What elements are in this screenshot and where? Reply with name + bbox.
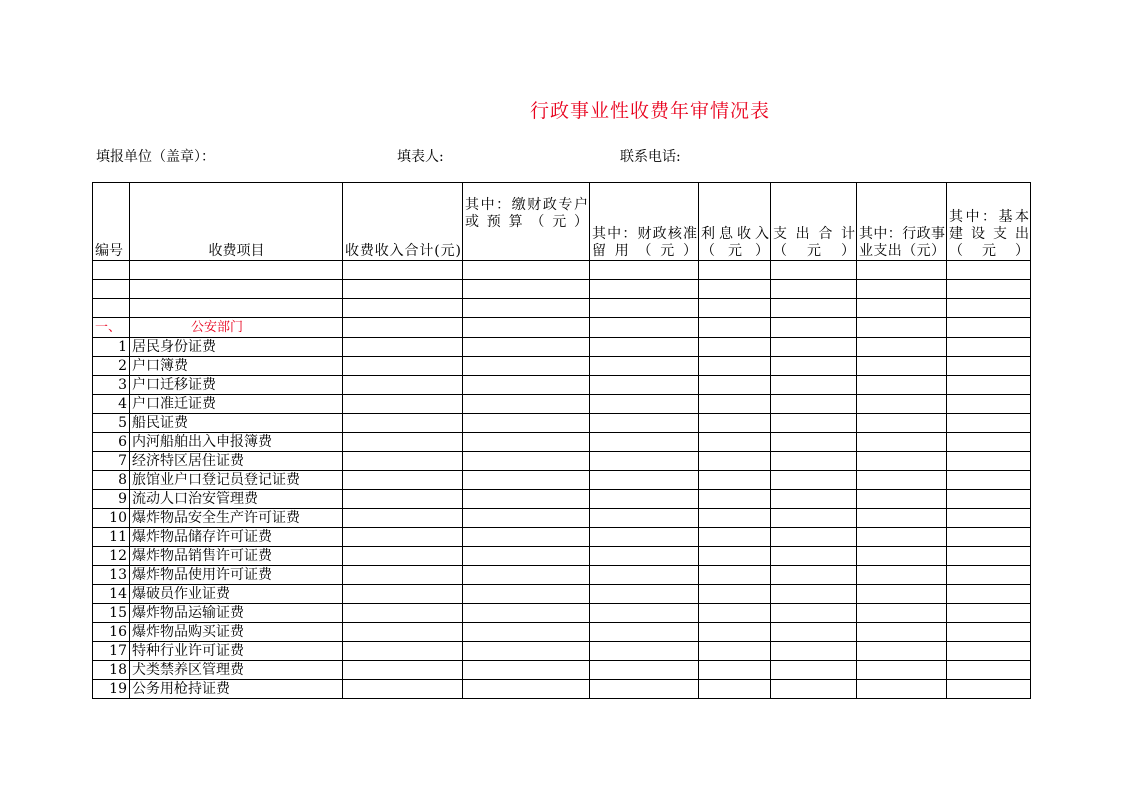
blank-row bbox=[93, 299, 1031, 318]
row-value-cell bbox=[857, 604, 947, 623]
row-value-cell bbox=[590, 471, 699, 490]
table-row bbox=[93, 547, 1031, 566]
row-value-cell bbox=[857, 566, 947, 585]
row-number: 13 bbox=[93, 566, 130, 585]
row-value-cell bbox=[947, 547, 1031, 566]
row-value-cell bbox=[463, 376, 590, 395]
row-value-cell bbox=[590, 433, 699, 452]
row-value-cell bbox=[947, 338, 1031, 357]
row-value-cell bbox=[771, 642, 857, 661]
row-value-cell bbox=[699, 661, 771, 680]
table-row bbox=[93, 452, 1031, 471]
row-value-cell bbox=[771, 433, 857, 452]
row-value-cell bbox=[343, 585, 463, 604]
row-fee-item: 旅馆业户口登记员登记证费 bbox=[130, 471, 343, 490]
row-value-cell bbox=[947, 623, 1031, 642]
row-value-cell bbox=[463, 528, 590, 547]
row-fee-item: 爆炸物品安全生产许可证费 bbox=[130, 509, 343, 528]
row-value-cell bbox=[947, 490, 1031, 509]
header-admin-expense: 其中：行政事业支出（元） bbox=[857, 183, 947, 261]
row-value-cell bbox=[343, 414, 463, 433]
row-value-cell bbox=[590, 338, 699, 357]
row-fee-item: 公务用枪持证费 bbox=[130, 680, 343, 699]
row-value-cell bbox=[771, 623, 857, 642]
row-value-cell bbox=[343, 642, 463, 661]
row-value-cell bbox=[771, 376, 857, 395]
row-fee-item: 船民证费 bbox=[130, 414, 343, 433]
row-value-cell bbox=[699, 376, 771, 395]
row-value-cell bbox=[343, 623, 463, 642]
row-value-cell bbox=[590, 604, 699, 623]
table-row bbox=[93, 642, 1031, 661]
row-value-cell bbox=[463, 585, 590, 604]
row-value-cell bbox=[699, 433, 771, 452]
header-interest: 利息收入（元） bbox=[699, 183, 771, 261]
section-name: 公安部门 bbox=[130, 318, 343, 338]
row-number: 9 bbox=[93, 490, 130, 509]
table-row bbox=[93, 623, 1031, 642]
table-row bbox=[93, 433, 1031, 452]
row-value-cell bbox=[771, 528, 857, 547]
row-value-cell bbox=[699, 357, 771, 376]
section-number: 一、 bbox=[93, 318, 130, 338]
row-fee-item: 爆炸物品储存许可证费 bbox=[130, 528, 343, 547]
row-value-cell bbox=[857, 471, 947, 490]
row-value-cell bbox=[343, 471, 463, 490]
row-value-cell bbox=[463, 452, 590, 471]
row-number: 14 bbox=[93, 585, 130, 604]
table-header-row bbox=[93, 183, 1031, 261]
table-row bbox=[93, 566, 1031, 585]
row-value-cell bbox=[343, 604, 463, 623]
row-fee-item: 爆炸物品销售许可证费 bbox=[130, 547, 343, 566]
row-value-cell bbox=[699, 604, 771, 623]
row-fee-item: 户口迁移证费 bbox=[130, 376, 343, 395]
row-value-cell bbox=[947, 585, 1031, 604]
blank-row bbox=[93, 261, 1031, 280]
row-value-cell bbox=[947, 566, 1031, 585]
row-value-cell bbox=[463, 604, 590, 623]
table-row bbox=[93, 376, 1031, 395]
row-value-cell bbox=[463, 490, 590, 509]
blank-row bbox=[93, 280, 1031, 299]
row-value-cell bbox=[699, 509, 771, 528]
row-value-cell bbox=[857, 490, 947, 509]
row-value-cell bbox=[947, 642, 1031, 661]
row-fee-item: 犬类禁养区管理费 bbox=[130, 661, 343, 680]
row-value-cell bbox=[699, 623, 771, 642]
row-value-cell bbox=[771, 585, 857, 604]
row-number: 2 bbox=[93, 357, 130, 376]
row-value-cell bbox=[857, 623, 947, 642]
table-row bbox=[93, 661, 1031, 680]
row-value-cell bbox=[343, 357, 463, 376]
row-number: 1 bbox=[93, 338, 130, 357]
contact-phone-label: 联系电话: bbox=[620, 149, 681, 165]
reporting-unit-label: 填报单位（盖章）： bbox=[96, 149, 215, 165]
row-value-cell bbox=[699, 452, 771, 471]
header-construction-expense: 其中：基本建设支出（元） bbox=[947, 183, 1031, 261]
row-value-cell bbox=[590, 547, 699, 566]
table-row bbox=[93, 357, 1031, 376]
row-value-cell bbox=[857, 433, 947, 452]
row-value-cell bbox=[463, 509, 590, 528]
row-value-cell bbox=[343, 395, 463, 414]
row-value-cell bbox=[699, 642, 771, 661]
row-fee-item: 爆破员作业证费 bbox=[130, 585, 343, 604]
row-fee-item: 居民身份证费 bbox=[130, 338, 343, 357]
row-value-cell bbox=[699, 395, 771, 414]
page-title: 行政事业性收费年审情况表 bbox=[529, 100, 770, 122]
row-value-cell bbox=[771, 680, 857, 699]
row-value-cell bbox=[857, 414, 947, 433]
row-value-cell bbox=[590, 585, 699, 604]
row-value-cell bbox=[771, 661, 857, 680]
row-fee-item: 爆炸物品使用许可证费 bbox=[130, 566, 343, 585]
header-finance-account: 其中：缴财政专户或预算（元） bbox=[463, 183, 590, 261]
row-value-cell bbox=[857, 452, 947, 471]
row-value-cell bbox=[771, 509, 857, 528]
row-value-cell bbox=[947, 414, 1031, 433]
table-row bbox=[93, 414, 1031, 433]
table-row bbox=[93, 528, 1031, 547]
row-value-cell bbox=[699, 528, 771, 547]
row-fee-item: 经济特区居住证费 bbox=[130, 452, 343, 471]
row-value-cell bbox=[590, 395, 699, 414]
row-value-cell bbox=[463, 566, 590, 585]
row-number: 8 bbox=[93, 471, 130, 490]
row-value-cell bbox=[699, 471, 771, 490]
row-value-cell bbox=[771, 395, 857, 414]
row-value-cell bbox=[463, 471, 590, 490]
row-number: 6 bbox=[93, 433, 130, 452]
row-fee-item: 特种行业许可证费 bbox=[130, 642, 343, 661]
row-value-cell bbox=[343, 433, 463, 452]
row-value-cell bbox=[857, 642, 947, 661]
table-row bbox=[93, 471, 1031, 490]
row-value-cell bbox=[463, 547, 590, 566]
row-number: 12 bbox=[93, 547, 130, 566]
row-value-cell bbox=[947, 604, 1031, 623]
row-value-cell bbox=[343, 376, 463, 395]
header-finance-retained: 其中：财政核准留用（元） bbox=[590, 183, 699, 261]
row-value-cell bbox=[590, 566, 699, 585]
row-number: 18 bbox=[93, 661, 130, 680]
row-value-cell bbox=[947, 661, 1031, 680]
row-value-cell bbox=[857, 395, 947, 414]
row-value-cell bbox=[463, 433, 590, 452]
row-value-cell bbox=[463, 680, 590, 699]
row-number: 17 bbox=[93, 642, 130, 661]
row-value-cell bbox=[699, 490, 771, 509]
row-value-cell bbox=[343, 452, 463, 471]
table-row bbox=[93, 509, 1031, 528]
row-value-cell bbox=[343, 338, 463, 357]
row-value-cell bbox=[857, 376, 947, 395]
row-value-cell bbox=[699, 547, 771, 566]
row-value-cell bbox=[771, 566, 857, 585]
row-value-cell bbox=[590, 623, 699, 642]
table-row bbox=[93, 680, 1031, 699]
row-value-cell bbox=[947, 680, 1031, 699]
row-number: 10 bbox=[93, 509, 130, 528]
row-value-cell bbox=[699, 338, 771, 357]
row-value-cell bbox=[771, 547, 857, 566]
row-value-cell bbox=[463, 357, 590, 376]
row-value-cell bbox=[947, 452, 1031, 471]
row-value-cell bbox=[463, 642, 590, 661]
row-number: 4 bbox=[93, 395, 130, 414]
fee-review-table bbox=[92, 182, 1031, 699]
row-value-cell bbox=[343, 509, 463, 528]
row-value-cell bbox=[699, 566, 771, 585]
row-value-cell bbox=[590, 414, 699, 433]
row-value-cell bbox=[699, 680, 771, 699]
row-fee-item: 流动人口治安管理费 bbox=[130, 490, 343, 509]
row-value-cell bbox=[857, 680, 947, 699]
row-number: 7 bbox=[93, 452, 130, 471]
section-row bbox=[93, 318, 1031, 338]
row-value-cell bbox=[771, 452, 857, 471]
row-value-cell bbox=[947, 509, 1031, 528]
form-filler-label: 填表人: bbox=[397, 149, 444, 165]
row-value-cell bbox=[590, 642, 699, 661]
row-value-cell bbox=[947, 528, 1031, 547]
row-value-cell bbox=[463, 414, 590, 433]
table-row bbox=[93, 585, 1031, 604]
row-value-cell bbox=[947, 395, 1031, 414]
row-value-cell bbox=[590, 509, 699, 528]
row-value-cell bbox=[947, 376, 1031, 395]
header-item: 收费项目 bbox=[130, 183, 343, 261]
row-value-cell bbox=[771, 414, 857, 433]
row-fee-item: 户口簿费 bbox=[130, 357, 343, 376]
row-value-cell bbox=[947, 433, 1031, 452]
row-value-cell bbox=[590, 376, 699, 395]
row-value-cell bbox=[343, 490, 463, 509]
row-fee-item: 户口准迁证费 bbox=[130, 395, 343, 414]
row-value-cell bbox=[343, 528, 463, 547]
row-value-cell bbox=[771, 357, 857, 376]
row-value-cell bbox=[771, 604, 857, 623]
row-value-cell bbox=[857, 528, 947, 547]
row-value-cell bbox=[857, 509, 947, 528]
row-value-cell bbox=[590, 357, 699, 376]
row-number: 15 bbox=[93, 604, 130, 623]
row-number: 16 bbox=[93, 623, 130, 642]
row-fee-item: 爆炸物品购买证费 bbox=[130, 623, 343, 642]
row-value-cell bbox=[699, 414, 771, 433]
row-number: 3 bbox=[93, 376, 130, 395]
row-value-cell bbox=[463, 623, 590, 642]
table-row bbox=[93, 490, 1031, 509]
row-fee-item: 爆炸物品运输证费 bbox=[130, 604, 343, 623]
row-value-cell bbox=[771, 490, 857, 509]
row-value-cell bbox=[463, 395, 590, 414]
row-value-cell bbox=[590, 528, 699, 547]
row-value-cell bbox=[343, 680, 463, 699]
row-value-cell bbox=[463, 338, 590, 357]
table-row bbox=[93, 338, 1031, 357]
row-value-cell bbox=[947, 357, 1031, 376]
row-number: 19 bbox=[93, 680, 130, 699]
row-value-cell bbox=[771, 471, 857, 490]
row-value-cell bbox=[590, 490, 699, 509]
row-number: 11 bbox=[93, 528, 130, 547]
row-value-cell bbox=[463, 661, 590, 680]
row-value-cell bbox=[857, 338, 947, 357]
row-value-cell bbox=[857, 547, 947, 566]
row-value-cell bbox=[590, 661, 699, 680]
table-row bbox=[93, 604, 1031, 623]
row-value-cell bbox=[590, 452, 699, 471]
row-number: 5 bbox=[93, 414, 130, 433]
header-income-total: 收费收入合计(元) bbox=[343, 183, 463, 261]
table-row bbox=[93, 395, 1031, 414]
header-expense-total: 支出合计（元） bbox=[771, 183, 857, 261]
row-value-cell bbox=[699, 585, 771, 604]
row-value-cell bbox=[343, 547, 463, 566]
row-value-cell bbox=[857, 661, 947, 680]
row-value-cell bbox=[343, 661, 463, 680]
row-value-cell bbox=[343, 566, 463, 585]
row-value-cell bbox=[857, 357, 947, 376]
row-value-cell bbox=[590, 680, 699, 699]
header-number: 编号 bbox=[93, 183, 130, 261]
row-value-cell bbox=[771, 338, 857, 357]
row-fee-item: 内河船舶出入申报簿费 bbox=[130, 433, 343, 452]
row-value-cell bbox=[947, 471, 1031, 490]
row-value-cell bbox=[857, 585, 947, 604]
